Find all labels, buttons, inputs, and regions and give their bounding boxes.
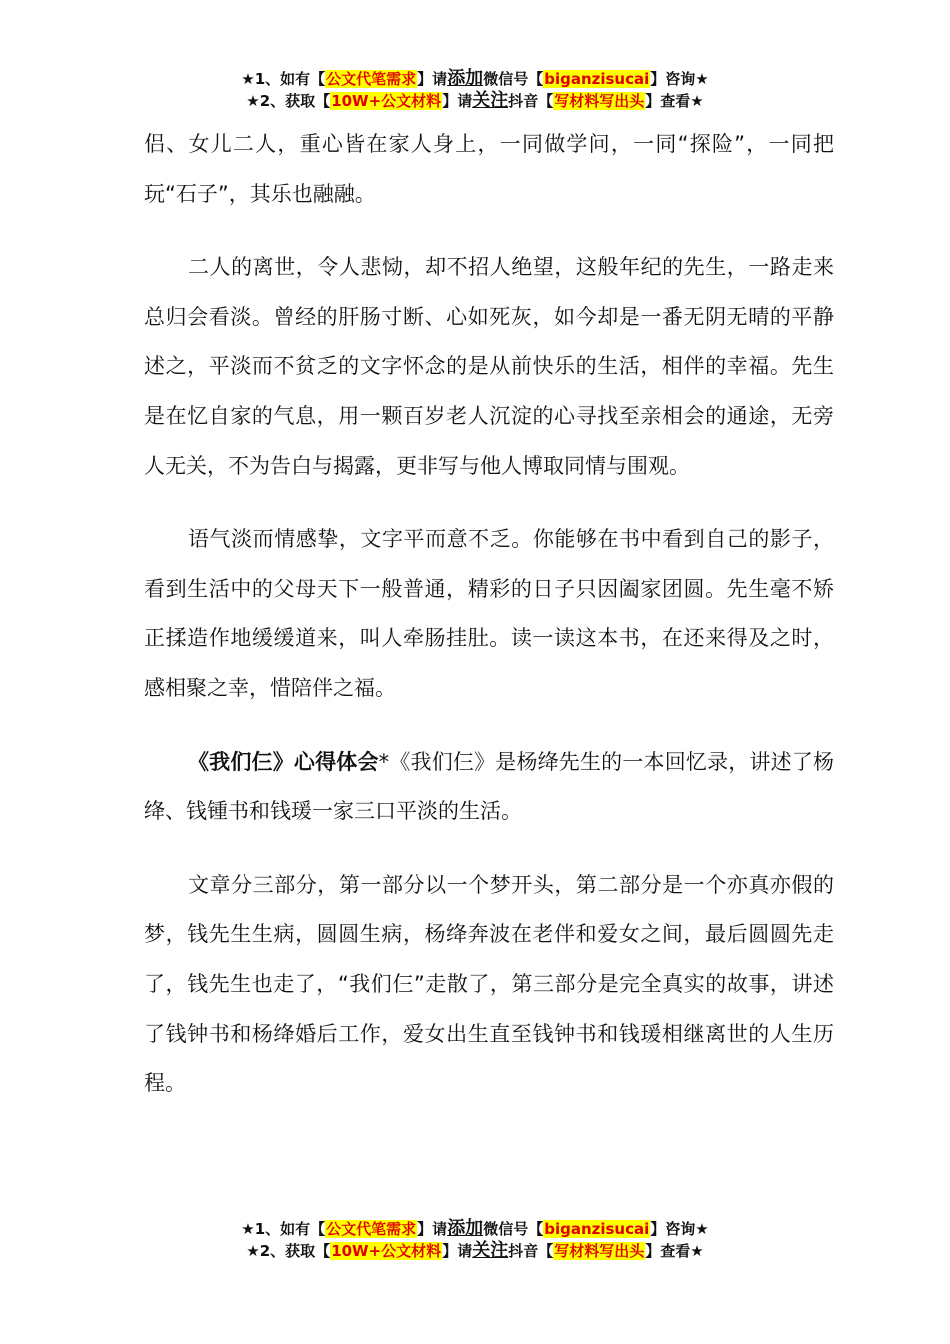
header-line-2-pre: ★2、获取【: [246, 92, 331, 110]
footer-banner: [0, 1218, 950, 1262]
header-line-1-mid: 】请: [417, 70, 448, 88]
footer-follow-emphasis: 关注: [472, 1240, 509, 1261]
header-line-2-mid: 】请: [442, 92, 473, 110]
header-line-1-pre: ★1、如有【: [241, 70, 326, 88]
footer-highlight-service: 公文代笔需求: [326, 1220, 417, 1238]
header-douyin-account: 写材料写出头: [554, 92, 645, 110]
header-wechat-id: biganzisucai: [544, 70, 650, 88]
footer-line-1-post: 】咨询★: [650, 1220, 709, 1238]
footer-line-2: [0, 1240, 950, 1262]
header-line-1-mid2: 微信号【: [483, 70, 544, 88]
header-highlight-service: 公文代笔需求: [326, 70, 417, 88]
header-follow-emphasis: 关注: [472, 90, 509, 111]
header-line-1-post: 】咨询★: [650, 70, 709, 88]
paragraph-5: 文章分三部分，第一部分以一个梦开头，第二部分是一个亦真亦假的梦，钱先生生病，圆圆生病，杨绛奔波在老伴和爱女之间，最后圆圆先走了，钱先生也走了，“我们仨”走散了，第三部分是完全真实的故事，讲述了钱钟书和杨绛婚后工作，爱女出生直至钱钟书和钱瑗相继离世的人生历程。: [144, 872, 834, 1096]
paragraph-1: 侣、女儿二人，重心皆在家人身上，一同做学问，一同“探险”，一同把玩“石子”，其乐也融融。: [144, 132, 834, 206]
paragraph-4: [144, 738, 834, 837]
header-line-1: [0, 68, 950, 90]
footer-douyin-account: 写材料写出头: [554, 1242, 645, 1260]
header-highlight-materials: 10W+公文材料: [331, 92, 442, 110]
footer-add-emphasis: 添加: [447, 1218, 484, 1239]
header-line-2: [0, 90, 950, 112]
paragraph-2: 二人的离世，令人悲恸，却不招人绝望，这般年纪的先生，一路走来总归会看淡。曾经的肝肠寸断、心如死灰，如今却是一番无阴无晴的平静述之，平淡而不贫乏的文字怀念的是从前快乐的生活，相伴的幸福。先生是在忆自家的气息，用一颗百岁老人沉淀的心寻找至亲相会的通途，无旁人无关，不为告白与揭露，更非写与他人博取同情与围观。: [144, 255, 834, 478]
footer-line-1-mid2: 微信号【: [483, 1220, 544, 1238]
footer-line-2-post: 】查看★: [645, 1242, 704, 1260]
section-heading: 《我们仨》心得体会: [188, 749, 379, 774]
footer-line-1: [0, 1218, 950, 1240]
paragraph-3: 语气淡而情感挚，文字平而意不乏。你能够在书中看到自己的影子，看到生活中的父母天下一般普通，精彩的日子只因阖家团圆。先生毫不矫正揉造作地缓缓道来，叫人牵肠挂肚。读一读这本书，在还来得及之时，感相聚之幸，惜陪伴之福。: [144, 527, 834, 700]
footer-line-1-mid: 】请: [417, 1220, 448, 1238]
footer-line-2-mid: 】请: [442, 1242, 473, 1260]
document-body: [144, 120, 834, 1133]
paragraph-4-text: *《我们仨》是杨绛先生的一本回忆录，讲述了杨绛、钱锺书和钱瑗一家三口平淡的生活。: [144, 749, 835, 824]
footer-line-1-pre: ★1、如有【: [241, 1220, 326, 1238]
footer-wechat-id: biganzisucai: [544, 1220, 650, 1238]
footer-line-2-pre: ★2、获取【: [246, 1242, 331, 1260]
header-line-2-mid2: 抖音【: [508, 92, 554, 110]
footer-line-2-mid2: 抖音【: [508, 1242, 554, 1260]
header-add-emphasis: 添加: [447, 68, 484, 89]
header-banner: [0, 68, 950, 112]
header-line-2-post: 】查看★: [645, 92, 704, 110]
footer-highlight-materials: 10W+公文材料: [331, 1242, 442, 1260]
